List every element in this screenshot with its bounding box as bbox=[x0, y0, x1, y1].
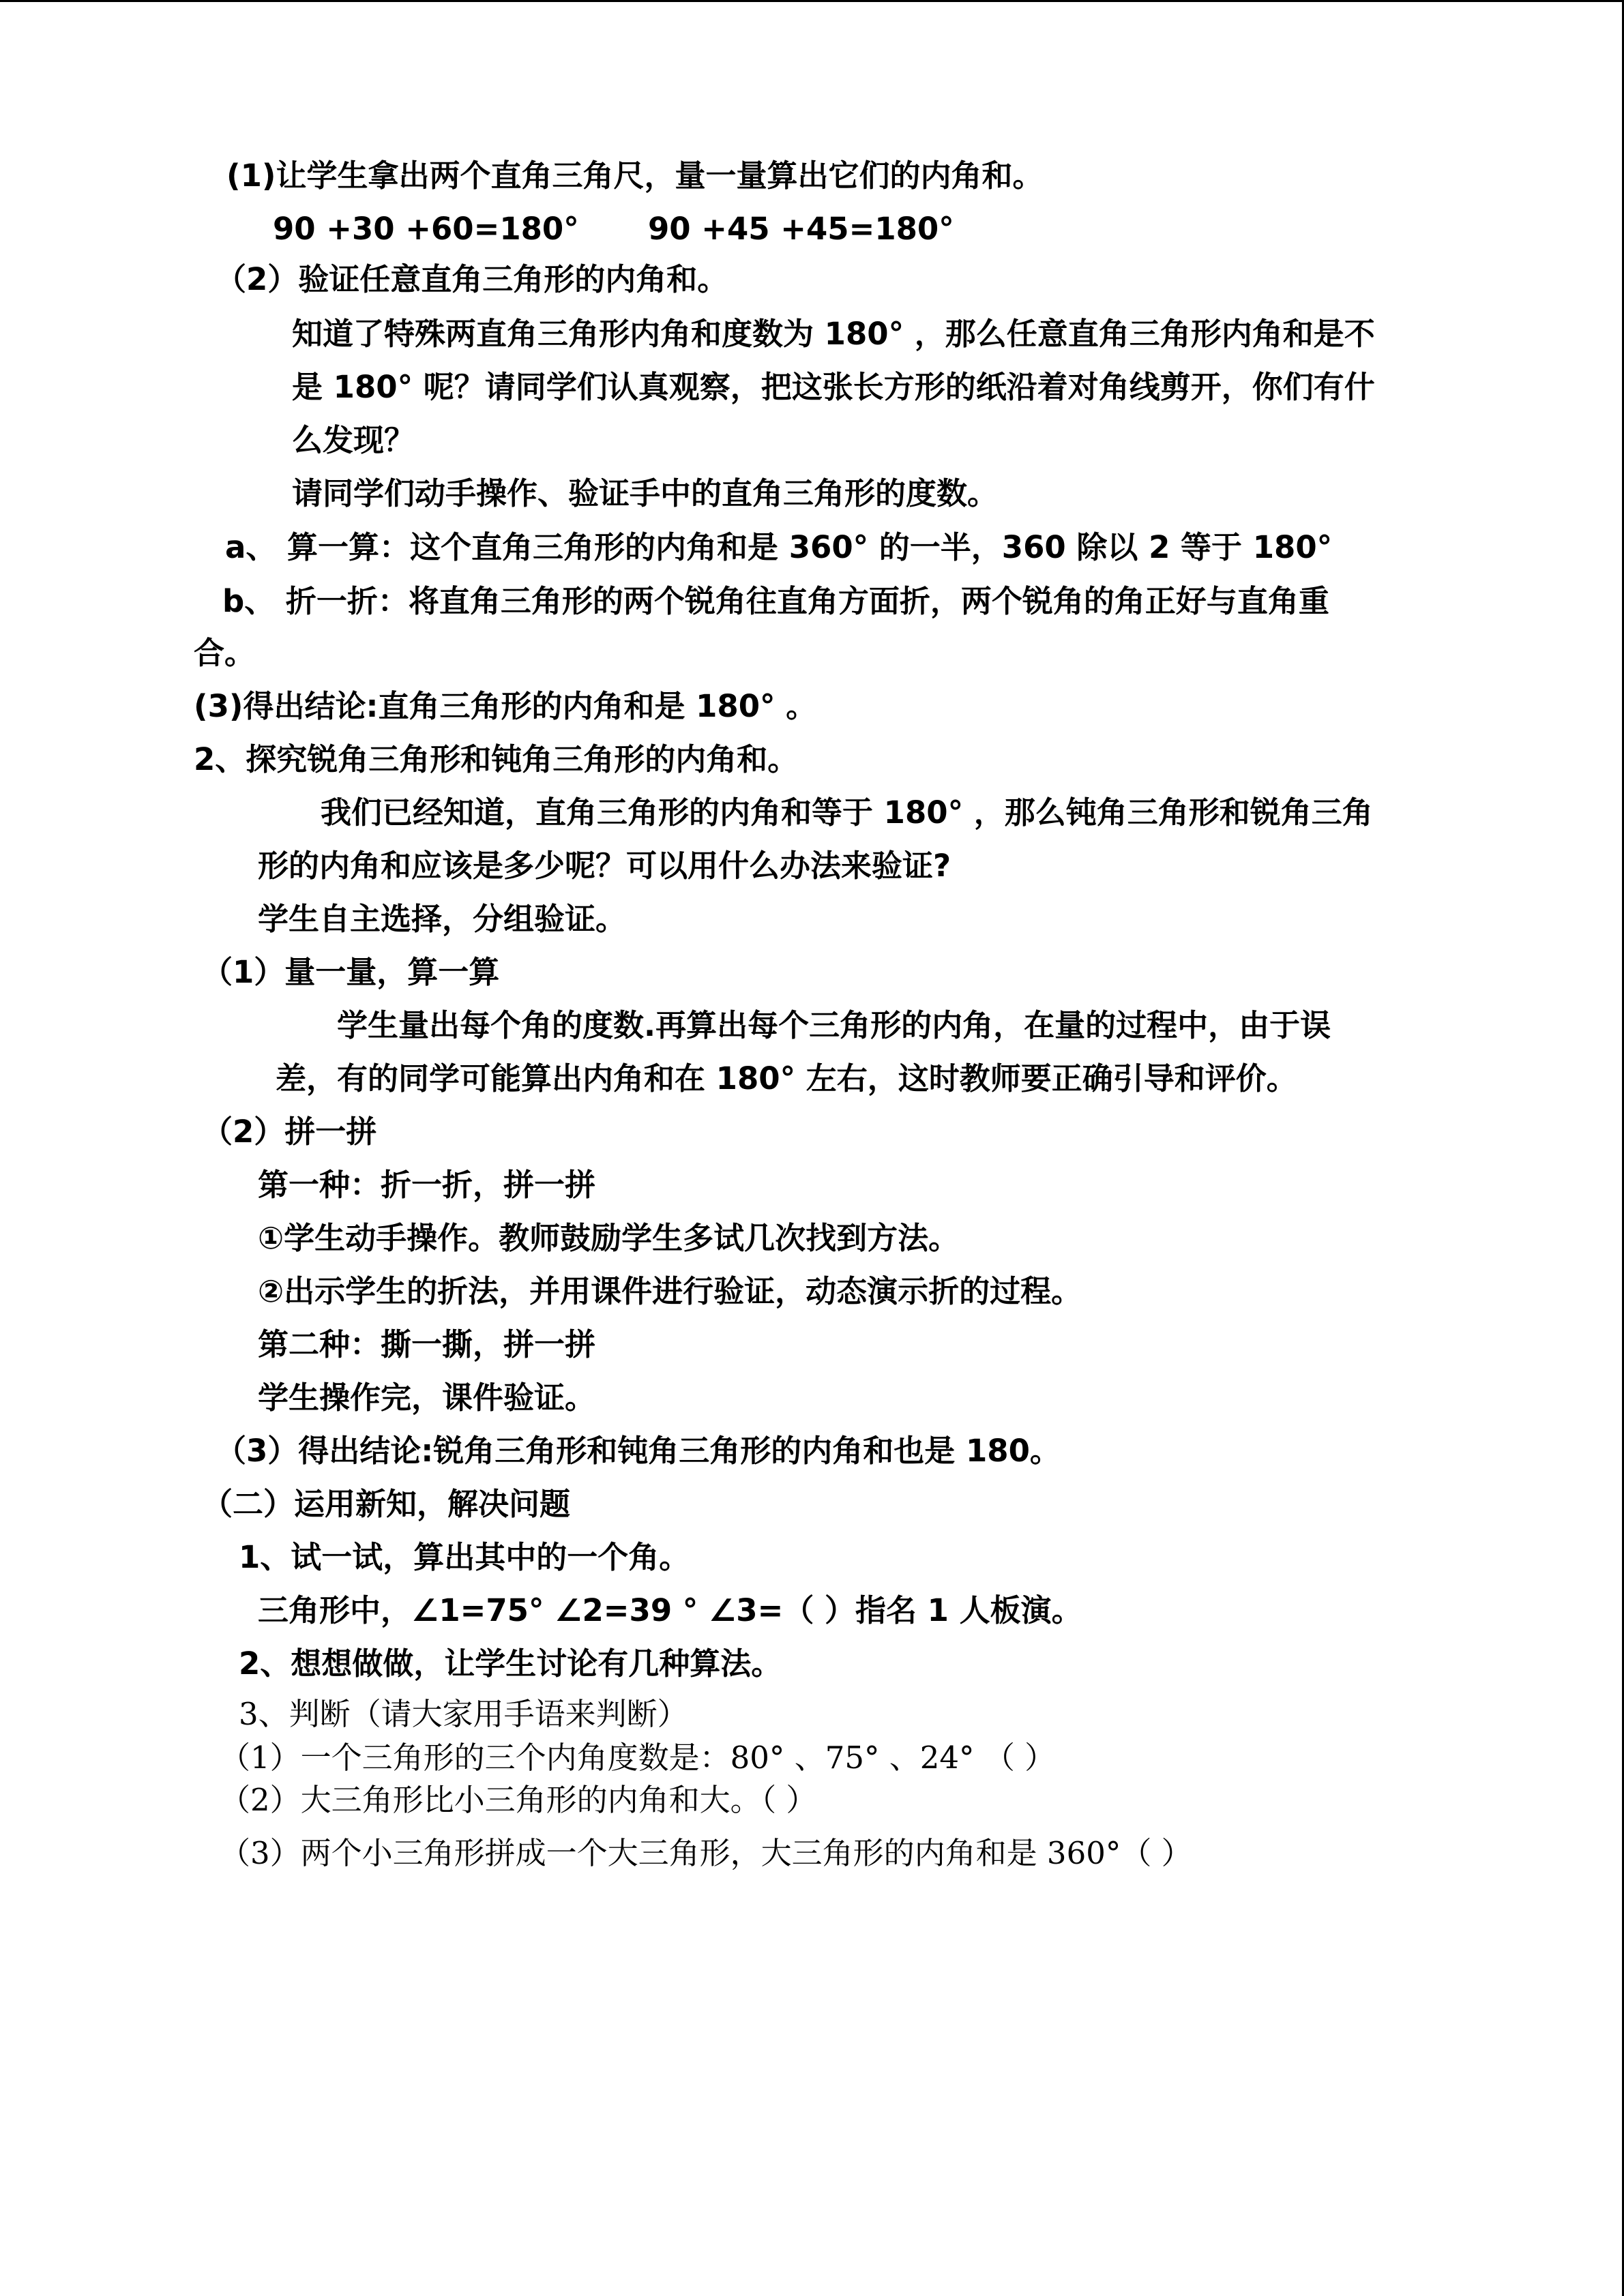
text-line: （2）验证任意直角三角形的内角和。 bbox=[216, 261, 728, 297]
text-line: （2）大三角形比小三角形的内角和大。（ ） bbox=[220, 1782, 817, 1818]
text-line: 知道了特殊两直角三角形内角和度数为 180° ，那么任意直角三角形内角和是不 bbox=[292, 316, 1375, 352]
text-line: 形的内角和应该是多少呢？可以用什么办法来验证? bbox=[258, 848, 951, 884]
text-line: 第二种：撕一撕，拼一拼 bbox=[258, 1326, 596, 1362]
text-line: 1、试一试，算出其中的一个角。 bbox=[239, 1539, 690, 1575]
text-line: （二）运用新知，解决问题 bbox=[202, 1486, 571, 1522]
text-line: 我们已经知道，直角三角形的内角和等于 180° ，那么钝角三角形和锐角三角 bbox=[321, 794, 1373, 831]
equation-1: 90 +30 +60=180° bbox=[273, 211, 579, 247]
text-line: a、 算一算：这个直角三角形的内角和是 360° 的一半，360 除以 2 等于 180° bbox=[225, 529, 1333, 565]
text-line: 学生操作完，课件验证。 bbox=[258, 1380, 596, 1416]
text-line: （1）量一量，算一算 bbox=[202, 954, 500, 990]
equation-2: 90 +45 +45=180° bbox=[648, 211, 954, 247]
text-line: 三角形中，∠1=75° ∠2=39 ° ∠3=（ ）指名 1 人板演。 bbox=[258, 1592, 1082, 1628]
text-line: （2）拼一拼 bbox=[202, 1114, 377, 1150]
text-line: b、 折一折：将直角三角形的两个锐角往直角方面折，两个锐角的角正好与直角重 bbox=[222, 583, 1329, 619]
text-line: 是 180° 呢？请同学们认真观察，把这张长方形的纸沿着对角线剪开，你们有什 bbox=[292, 369, 1375, 405]
text-line: (1)让学生拿出两个直角三角尺，量一量算出它们的内角和。 bbox=[226, 158, 1044, 194]
text-line: （1）一个三角形的三个内角度数是：80° 、75° 、24° （ ） bbox=[220, 1740, 1056, 1776]
text-line: 2、想想做做，让学生讨论有几种算法。 bbox=[239, 1645, 782, 1682]
text-line: 学生自主选择，分组验证。 bbox=[258, 901, 627, 937]
equation-row bbox=[273, 209, 955, 250]
text-line: 2、探究锐角三角形和钝角三角形的内角和。 bbox=[194, 741, 799, 777]
text-line: ①学生动手操作。教师鼓励学生多试几次找到方法。 bbox=[258, 1220, 960, 1256]
text-line: 3、判断（请大家用手语来判断） bbox=[239, 1696, 688, 1732]
text-line: 请同学们动手操作、验证手中的直角三角形的度数。 bbox=[292, 475, 999, 511]
text-line: ②出示学生的折法，并用课件进行验证，动态演示折的过程。 bbox=[258, 1273, 1082, 1309]
text-line: （3）两个小三角形拼成一个大三角形，大三角形的内角和是 360°（ ） bbox=[220, 1835, 1192, 1871]
text-line: （3）得出结论:锐角三角形和钝角三角形的内角和也是 180。 bbox=[216, 1433, 1061, 1469]
text-line: 么发现？ bbox=[292, 422, 415, 458]
text-line: 第一种：折一折，拼一拼 bbox=[258, 1167, 596, 1203]
text-line: 差，有的同学可能算出内角和在 180° 左右，这时教师要正确引导和评价。 bbox=[276, 1060, 1297, 1097]
text-line: (3)得出结论:直角三角形的内角和是 180° 。 bbox=[194, 688, 817, 724]
text-line: 合。 bbox=[194, 635, 256, 671]
page-border-top bbox=[0, 0, 1624, 2]
text-line: 学生量出每个角的度数.再算出每个三角形的内角，在量的过程中，由于误 bbox=[337, 1007, 1331, 1043]
